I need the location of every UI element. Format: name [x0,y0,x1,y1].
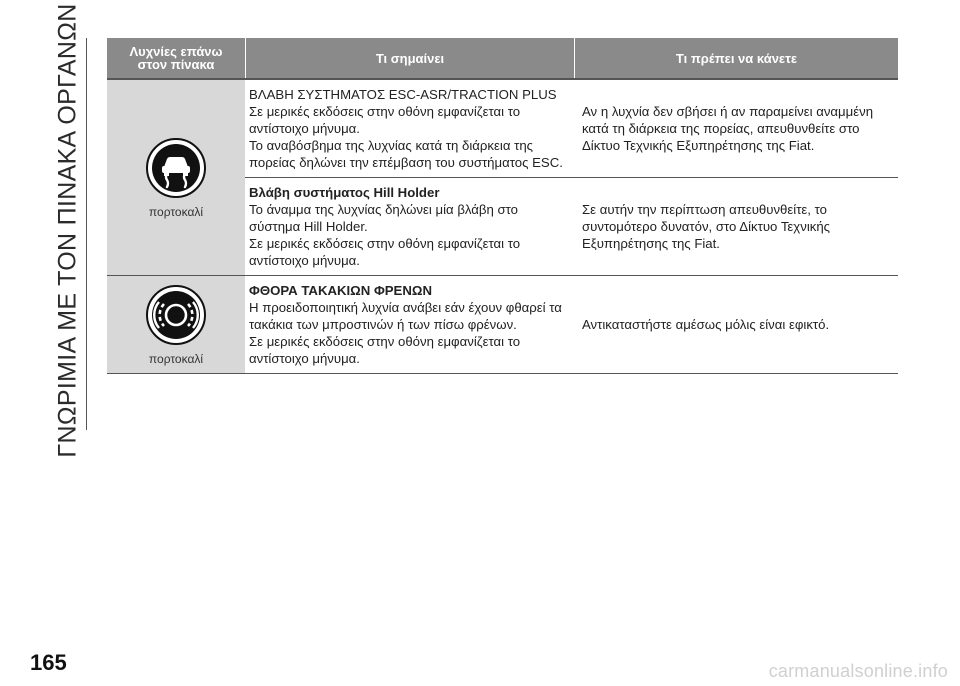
action-text: Σε αυτήν την περίπτωση απευθυνθείτε, το συντομότερο δυνατόν, στο Δίκτυο Τεχνικής Εξυπηρέτησης της Fiat. [582,202,831,251]
page-number: 165 [30,650,67,675]
meaning-title: Βλάβη συστήματος Hill Holder [249,185,440,200]
meaning-line: ΒΛΑΒΗ ΣΥΣΤΗΜΑΤΟΣ ESC-ASR/TRACTION PLUS [249,87,557,102]
lamp-cell-esc [107,80,245,275]
meaning-line: Το αναβόσβημα της λυχνίας κατά τη διάρκεια της πορείας δηλώνει την επέμβαση του συστήματος ESC. [249,138,563,170]
table-row [245,80,898,177]
meaning-cell [245,178,574,275]
side-divider [86,38,87,430]
lamp-color-label: πορτοκαλί [148,351,204,366]
meaning-line: Η προειδοποιητική λυχνία ανάβει εάν έχουν φθαρεί τα τακάκια των μπροστινών ή των πίσω φρένων. [249,300,562,332]
header-lamps-text: Λυχνίες επάνω στον πίνακα [129,44,223,72]
meaning-cell [245,276,574,373]
meaning-line: Σε μερικές εκδόσεις στην οθόνη εμφανίζεται το αντίστοιχο μήνυμα. [249,236,521,268]
action-cell [574,276,898,373]
meaning-line: Το άναμμα της λυχνίας δηλώνει μία βλάβη στο σύστημα Hill Holder. [249,202,519,234]
action-cell [574,80,898,177]
table-header [107,38,898,78]
header-meaning: Τι σημαίνει [245,38,574,78]
header-lamps [107,38,245,78]
meaning-line: Σε μερικές εκδόσεις στην οθόνη εμφανίζεται το αντίστοιχο μήνυμα. [249,104,521,136]
side-title-text: ΓΝΩΡΙΜΙΑ ΜΕ ΤΟΝ ΠΙΝΑΚΑ ΟΡΓΑΝΩΝ [53,2,82,458]
table-row [245,276,898,373]
action-text: Αν η λυχνία δεν σβήσει ή αν παραμείνει αναμμένη κατά τη διάρκεια της πορείας, απευθυνθείτε στο Δίκτυο Τεχνικής Εξυπηρέτησης της Fiat. [582,104,874,153]
action-cell [574,178,898,275]
table-group-brake-pads [107,276,898,374]
group-rows [245,80,898,275]
meaning-line: Σε μερικές εκδόσεις στην οθόνη εμφανίζεται το αντίστοιχο μήνυμα. [249,334,521,366]
header-action: Τι πρέπει να κάνετε [574,38,898,78]
watermark: carmanualsonline.info [768,661,948,681]
lamp-color-label: πορτοκαλί [148,204,204,219]
meaning-cell [245,80,574,177]
table-group-esc [107,78,898,276]
action-text: Αντικαταστήστε αμέσως μόλις είναι εφικτό. [582,317,830,332]
brake-pad-wear-icon [145,284,207,346]
lamp-cell-brake-pads [107,276,245,373]
esc-skid-car-icon [145,137,207,199]
warning-lights-table [107,38,898,374]
side-section-title [50,2,86,458]
table-row [245,177,898,275]
group-rows [245,276,898,373]
meaning-title: ΦΘΟΡΑ ΤΑΚΑΚΙΩΝ ΦΡΕΝΩΝ [249,283,432,298]
